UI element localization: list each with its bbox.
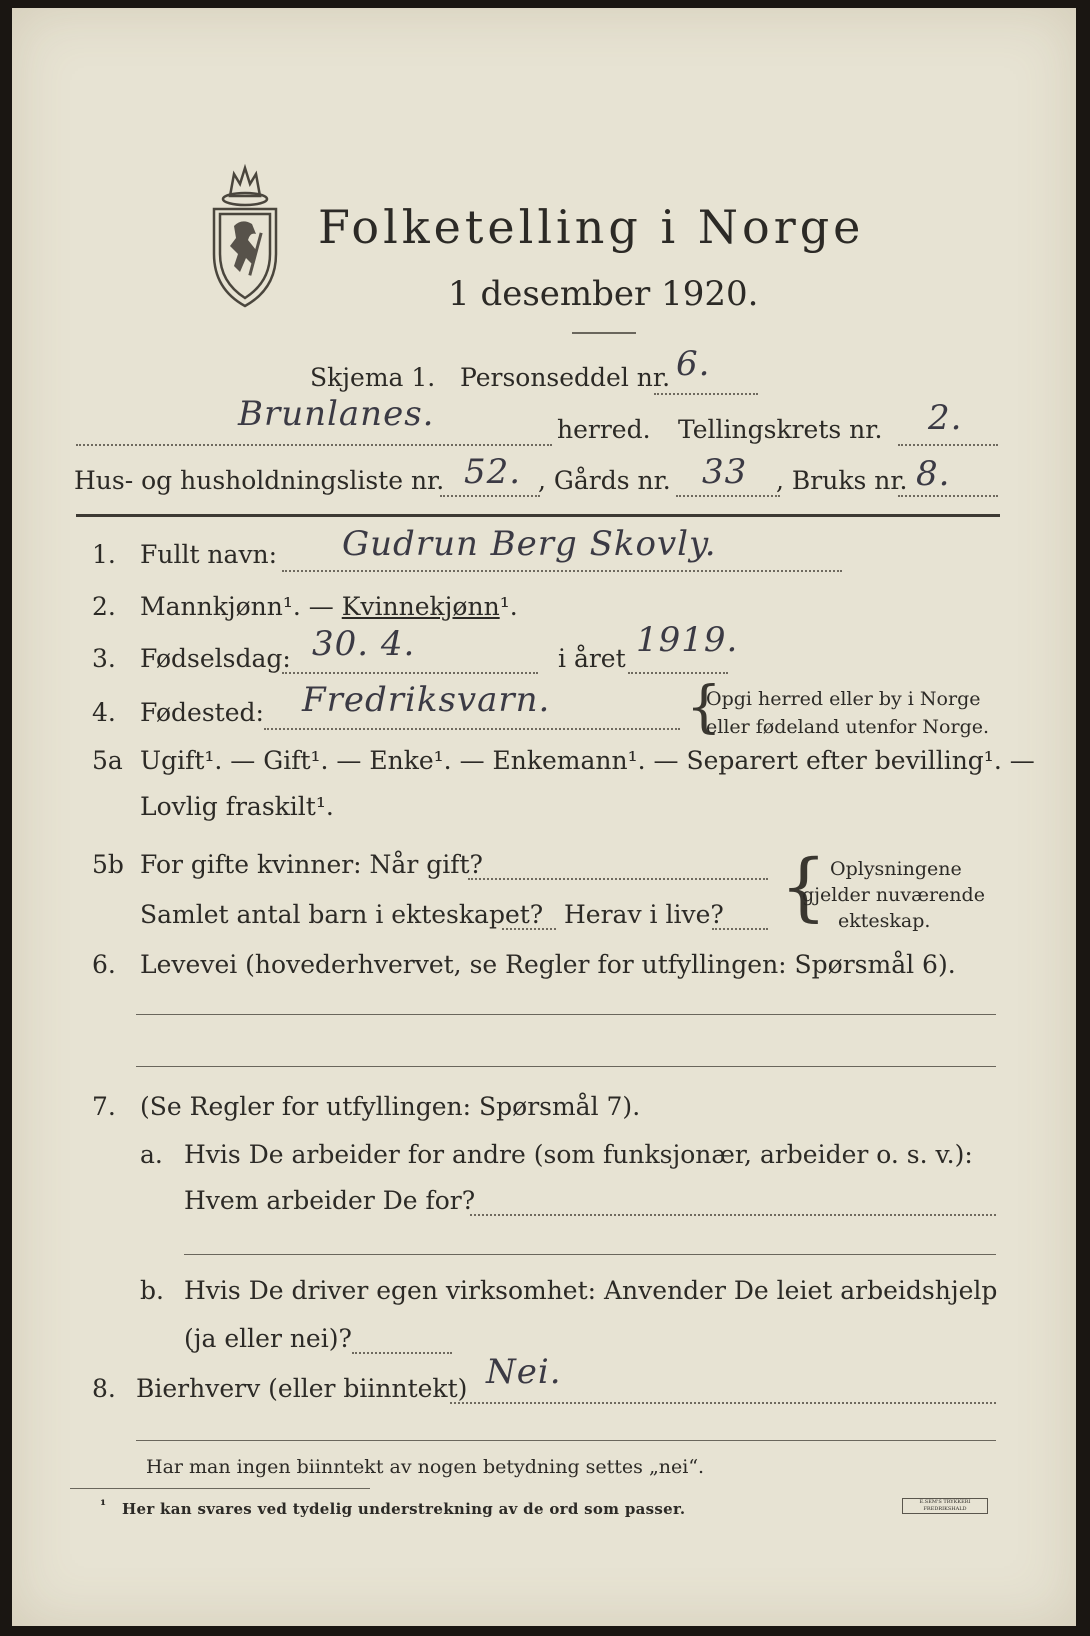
- q2-number: 2.: [92, 592, 116, 621]
- hus-value: 52.: [464, 452, 522, 492]
- q5a-options-cont: Lovlig fraskilt¹.: [140, 792, 334, 821]
- q4-field-line: [264, 728, 680, 730]
- q5b-note-2: gjelder nuværende: [802, 884, 985, 906]
- q5a-options: Ugift¹. — Gift¹. — Enke¹. — Enkemann¹. — Separert efter bevilling¹. —: [140, 746, 1035, 775]
- bruks-value: 8.: [916, 454, 951, 494]
- q6-number: 6.: [92, 950, 116, 979]
- q2-selected-option: Kvinnekjønn: [341, 592, 500, 621]
- q8-label: Bierhverv (eller biinntekt): [136, 1374, 468, 1403]
- q3-year-field-line: [628, 672, 728, 674]
- q7a-answer-line: [184, 1254, 996, 1255]
- printer-stamp: E.SEM'S TRYKKERI FREDRIKSHALD: [902, 1498, 988, 1514]
- q7-number: 7.: [92, 1092, 116, 1121]
- q1-label: Fullt navn:: [140, 540, 278, 569]
- q7a-label-2: Hvem arbeider De for?: [184, 1186, 476, 1215]
- gards-field-line: [676, 495, 780, 497]
- q4-number: 4.: [92, 698, 116, 727]
- herred-field-line: [76, 444, 552, 446]
- q4-value: Fredriksvarn.: [302, 680, 551, 720]
- q5b-married-field-line: [468, 878, 768, 880]
- title-divider: [572, 332, 636, 334]
- tellingskrets-value: 2.: [928, 398, 963, 438]
- q8-field-line: [450, 1402, 996, 1404]
- q8-answer-line: [136, 1440, 996, 1441]
- q2-label: Mannkjønn¹. — Kvinnekjønn¹.: [140, 592, 518, 621]
- q7b-number: b.: [140, 1276, 164, 1305]
- q3-year-value: 1919.: [636, 620, 739, 660]
- personseddel-field-line: [654, 393, 758, 395]
- q6-label: Levevei (hovederhvervet, se Regler for utfyllingen: Spørsmål 6).: [140, 950, 956, 979]
- q6-answer-line-2: [136, 1066, 996, 1067]
- q3-field-line: [282, 672, 538, 674]
- q1-value: Gudrun Berg Skovly.: [342, 524, 717, 564]
- hus-field-line: [440, 495, 540, 497]
- q5b-label-1: For gifte kvinner: Når gift?: [140, 850, 483, 879]
- herred-label: herred.: [557, 415, 651, 444]
- hus-label: Hus- og husholdningsliste nr.: [74, 466, 445, 495]
- q5b-number: 5b: [92, 850, 124, 879]
- skjema-label: Skjema 1.: [310, 363, 436, 392]
- q1-number: 1.: [92, 540, 116, 569]
- gards-label: , Gårds nr.: [538, 466, 671, 495]
- q8-value: Nei.: [486, 1352, 562, 1392]
- footnote-divider: [70, 1488, 370, 1489]
- q4-note-1: Opgi herred eller by i Norge: [706, 688, 981, 710]
- q7a-label-1: Hvis De arbeider for andre (som funksjonær, arbeider o. s. v.):: [184, 1140, 973, 1169]
- q7-label: (Se Regler for utfyllingen: Spørsmål 7).: [140, 1092, 641, 1121]
- gards-value: 33: [702, 452, 748, 492]
- q7b-field-line: [352, 1352, 452, 1354]
- bruks-field-line: [898, 495, 998, 497]
- q3-number: 3.: [92, 644, 116, 673]
- q4-label: Fødested:: [140, 698, 264, 727]
- q7a-number: a.: [140, 1140, 163, 1169]
- tellingskrets-field-line: [898, 444, 998, 446]
- tellingskrets-label: Tellingskrets nr.: [678, 415, 883, 444]
- q6-answer-line-1: [136, 1014, 996, 1015]
- footer-note: Har man ingen biinntekt av nogen betydning settes „nei“.: [146, 1456, 705, 1478]
- q5b-label-3: Herav i live?: [564, 900, 724, 929]
- q5b-label-2: Samlet antal barn i ekteskapet?: [140, 900, 544, 929]
- norwegian-coat-of-arms-icon: [200, 154, 290, 314]
- q5b-brace: {: [780, 844, 828, 930]
- q3-label: Fødselsdag:: [140, 644, 291, 673]
- footnote-mark: ¹: [100, 1498, 107, 1514]
- census-form-page: [12, 8, 1076, 1626]
- q5b-children-field-line: [502, 928, 556, 930]
- form-subtitle: 1 desember 1920.: [448, 274, 759, 314]
- footnote-text: Her kan svares ved tydelig understrekning av de ord som passer.: [122, 1500, 686, 1518]
- q3-value: 30. 4.: [312, 624, 416, 664]
- header-divider: [76, 514, 1000, 517]
- q5b-alive-field-line: [712, 928, 768, 930]
- q5a-number: 5a: [92, 746, 123, 775]
- bruks-label: , Bruks nr.: [776, 466, 908, 495]
- q7b-label-2: (ja eller nei)?: [184, 1324, 352, 1353]
- q3-year-label: i året: [558, 644, 626, 673]
- q4-note-2: eller fødeland utenfor Norge.: [706, 716, 990, 738]
- q5b-note-1: Oplysningene: [830, 858, 962, 880]
- herred-value: Brunlanes.: [238, 394, 435, 434]
- personseddel-label: Personseddel nr.: [460, 363, 671, 392]
- q7a-field-line: [470, 1214, 996, 1216]
- q5b-note-3: ekteskap.: [838, 910, 931, 932]
- q8-number: 8.: [92, 1374, 116, 1403]
- form-title: Folketelling i Norge: [318, 200, 865, 254]
- q4-brace: {: [686, 675, 722, 740]
- personseddel-value: 6.: [676, 344, 711, 384]
- q1-field-line: [282, 570, 842, 572]
- q7b-label-1: Hvis De driver egen virksomhet: Anvender De leiet arbeidshjelp: [184, 1276, 998, 1305]
